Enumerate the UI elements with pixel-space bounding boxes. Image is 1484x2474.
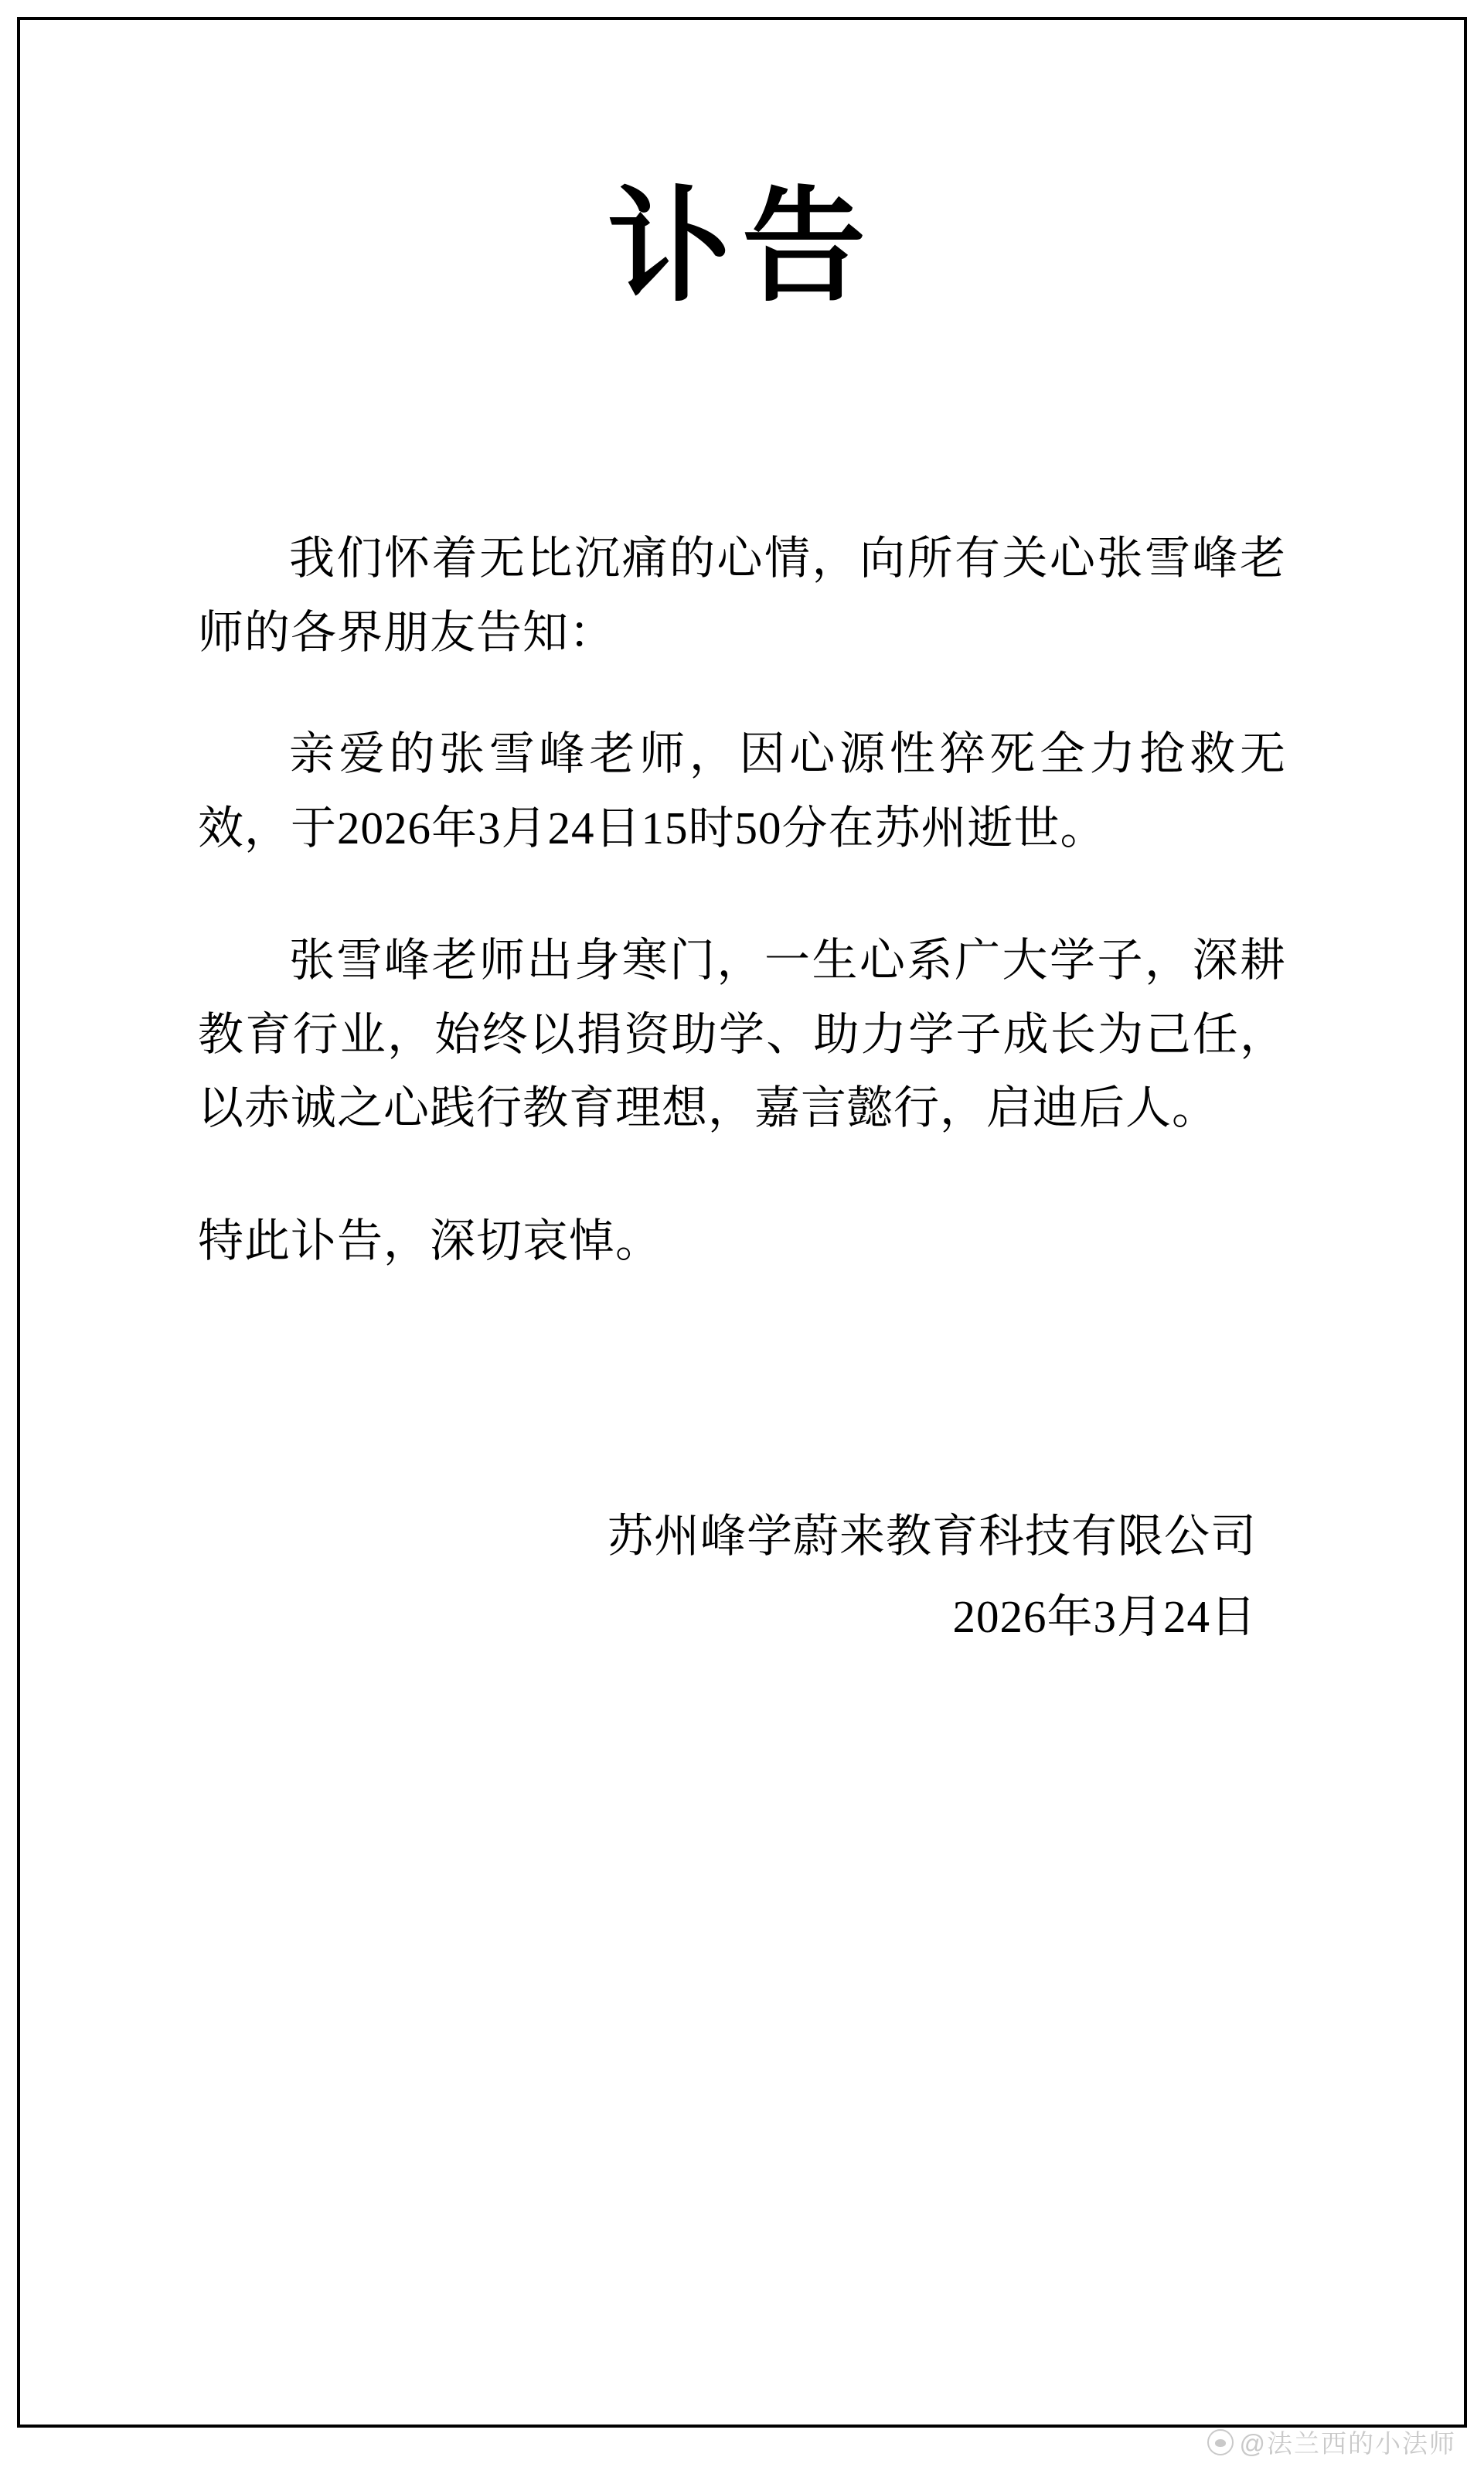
watermark-text: @法兰西的小法师: [1239, 2429, 1456, 2458]
page-title: 讣告: [607, 177, 876, 315]
signature-date: 2026年3月24日: [952, 1591, 1257, 1643]
weibo-icon: [1207, 2429, 1234, 2455]
notice-body: [198, 522, 1286, 1279]
notice-content: [20, 20, 1464, 2425]
notice-frame: [17, 17, 1467, 2428]
paragraph-4: 特此讣告，深切哀悼。: [198, 1215, 662, 1267]
paragraph-2: 亲爱的张雪峰老师，因心源性猝死全力抢救无效，于2026年3月24日15时50分在苏州逝世。: [198, 728, 1286, 854]
watermark: [1207, 2424, 1457, 2460]
signature-block: [198, 1500, 1286, 1654]
signature-organization: 苏州峰学蔚来教育科技有限公司: [607, 1510, 1257, 1562]
paragraph-3: 张雪峰老师出身寒门，一生心系广大学子，深耕教育行业，始终以捐资助学、助力学子成长为己任，以赤诚之心践行教育理想，嘉言懿行，启迪后人。: [198, 935, 1286, 1134]
paragraph-1: 我们怀着无比沉痛的心情，向所有关心张雪峰老师的各界朋友告知：: [198, 533, 1286, 658]
